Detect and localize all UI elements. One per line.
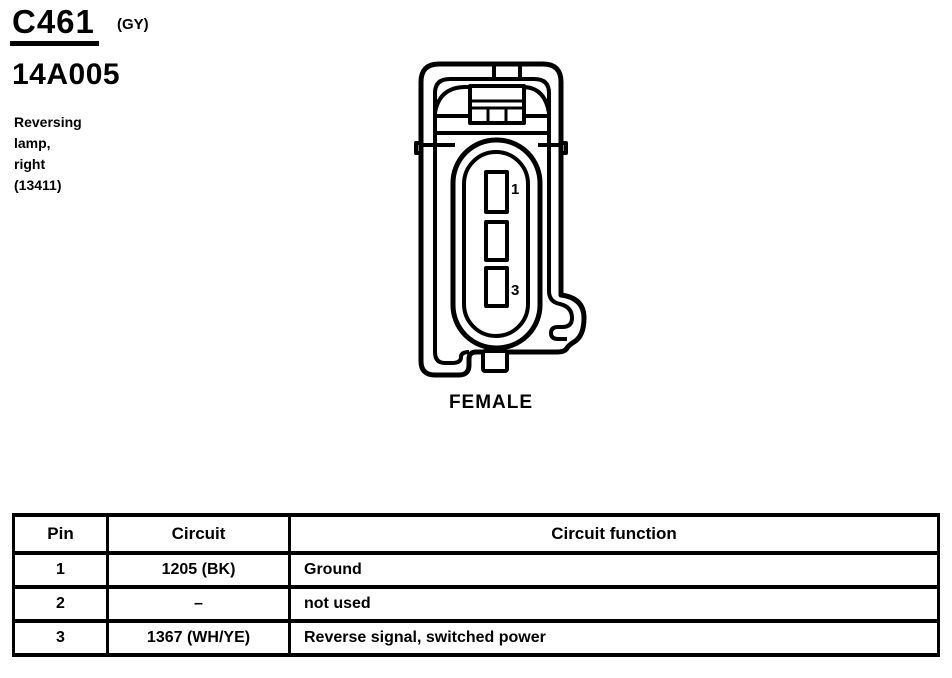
pin-cell: 1 [14, 553, 108, 587]
column-header-circuit-function: Circuit function [290, 515, 939, 553]
connector-figure [408, 55, 608, 430]
table-row [14, 553, 939, 587]
pin-slot-3 [486, 268, 507, 306]
connector-id: C461 [10, 5, 99, 46]
function-cell: not used [290, 587, 939, 621]
pinout-table [12, 513, 940, 657]
column-header-circuit: Circuit [108, 515, 290, 553]
connector-gender-label: FEMALE [448, 392, 534, 413]
circuit-cell: 1367 (WH/YE) [108, 621, 290, 655]
column-header-pin: Pin [14, 515, 108, 553]
table-header-row [14, 515, 939, 553]
circuit-cell: – [108, 587, 290, 621]
pin-cell: 2 [14, 587, 108, 621]
function-cell: Ground [290, 553, 939, 587]
connector-color-code: (GY) [117, 16, 149, 33]
table-row [14, 587, 939, 621]
part-number: 14A005 [12, 58, 121, 91]
component-note-line1: Reversing lamp, [14, 114, 82, 151]
function-cell: Reverse signal, switched power [290, 621, 939, 655]
pin-label-3: 3 [511, 282, 520, 299]
pin-slot-2 [486, 222, 507, 260]
pin-cell: 3 [14, 621, 108, 655]
latch-box [470, 86, 524, 123]
connector-diagram-icon [408, 55, 608, 390]
circuit-cell: 1205 (BK) [108, 553, 290, 587]
pin-slot-1 [486, 172, 507, 212]
component-note-line2: right (13411) [14, 156, 62, 193]
pin-label-1: 1 [511, 181, 520, 198]
component-note [14, 112, 82, 196]
bottom-index-tab [483, 351, 507, 371]
table-row [14, 621, 939, 655]
